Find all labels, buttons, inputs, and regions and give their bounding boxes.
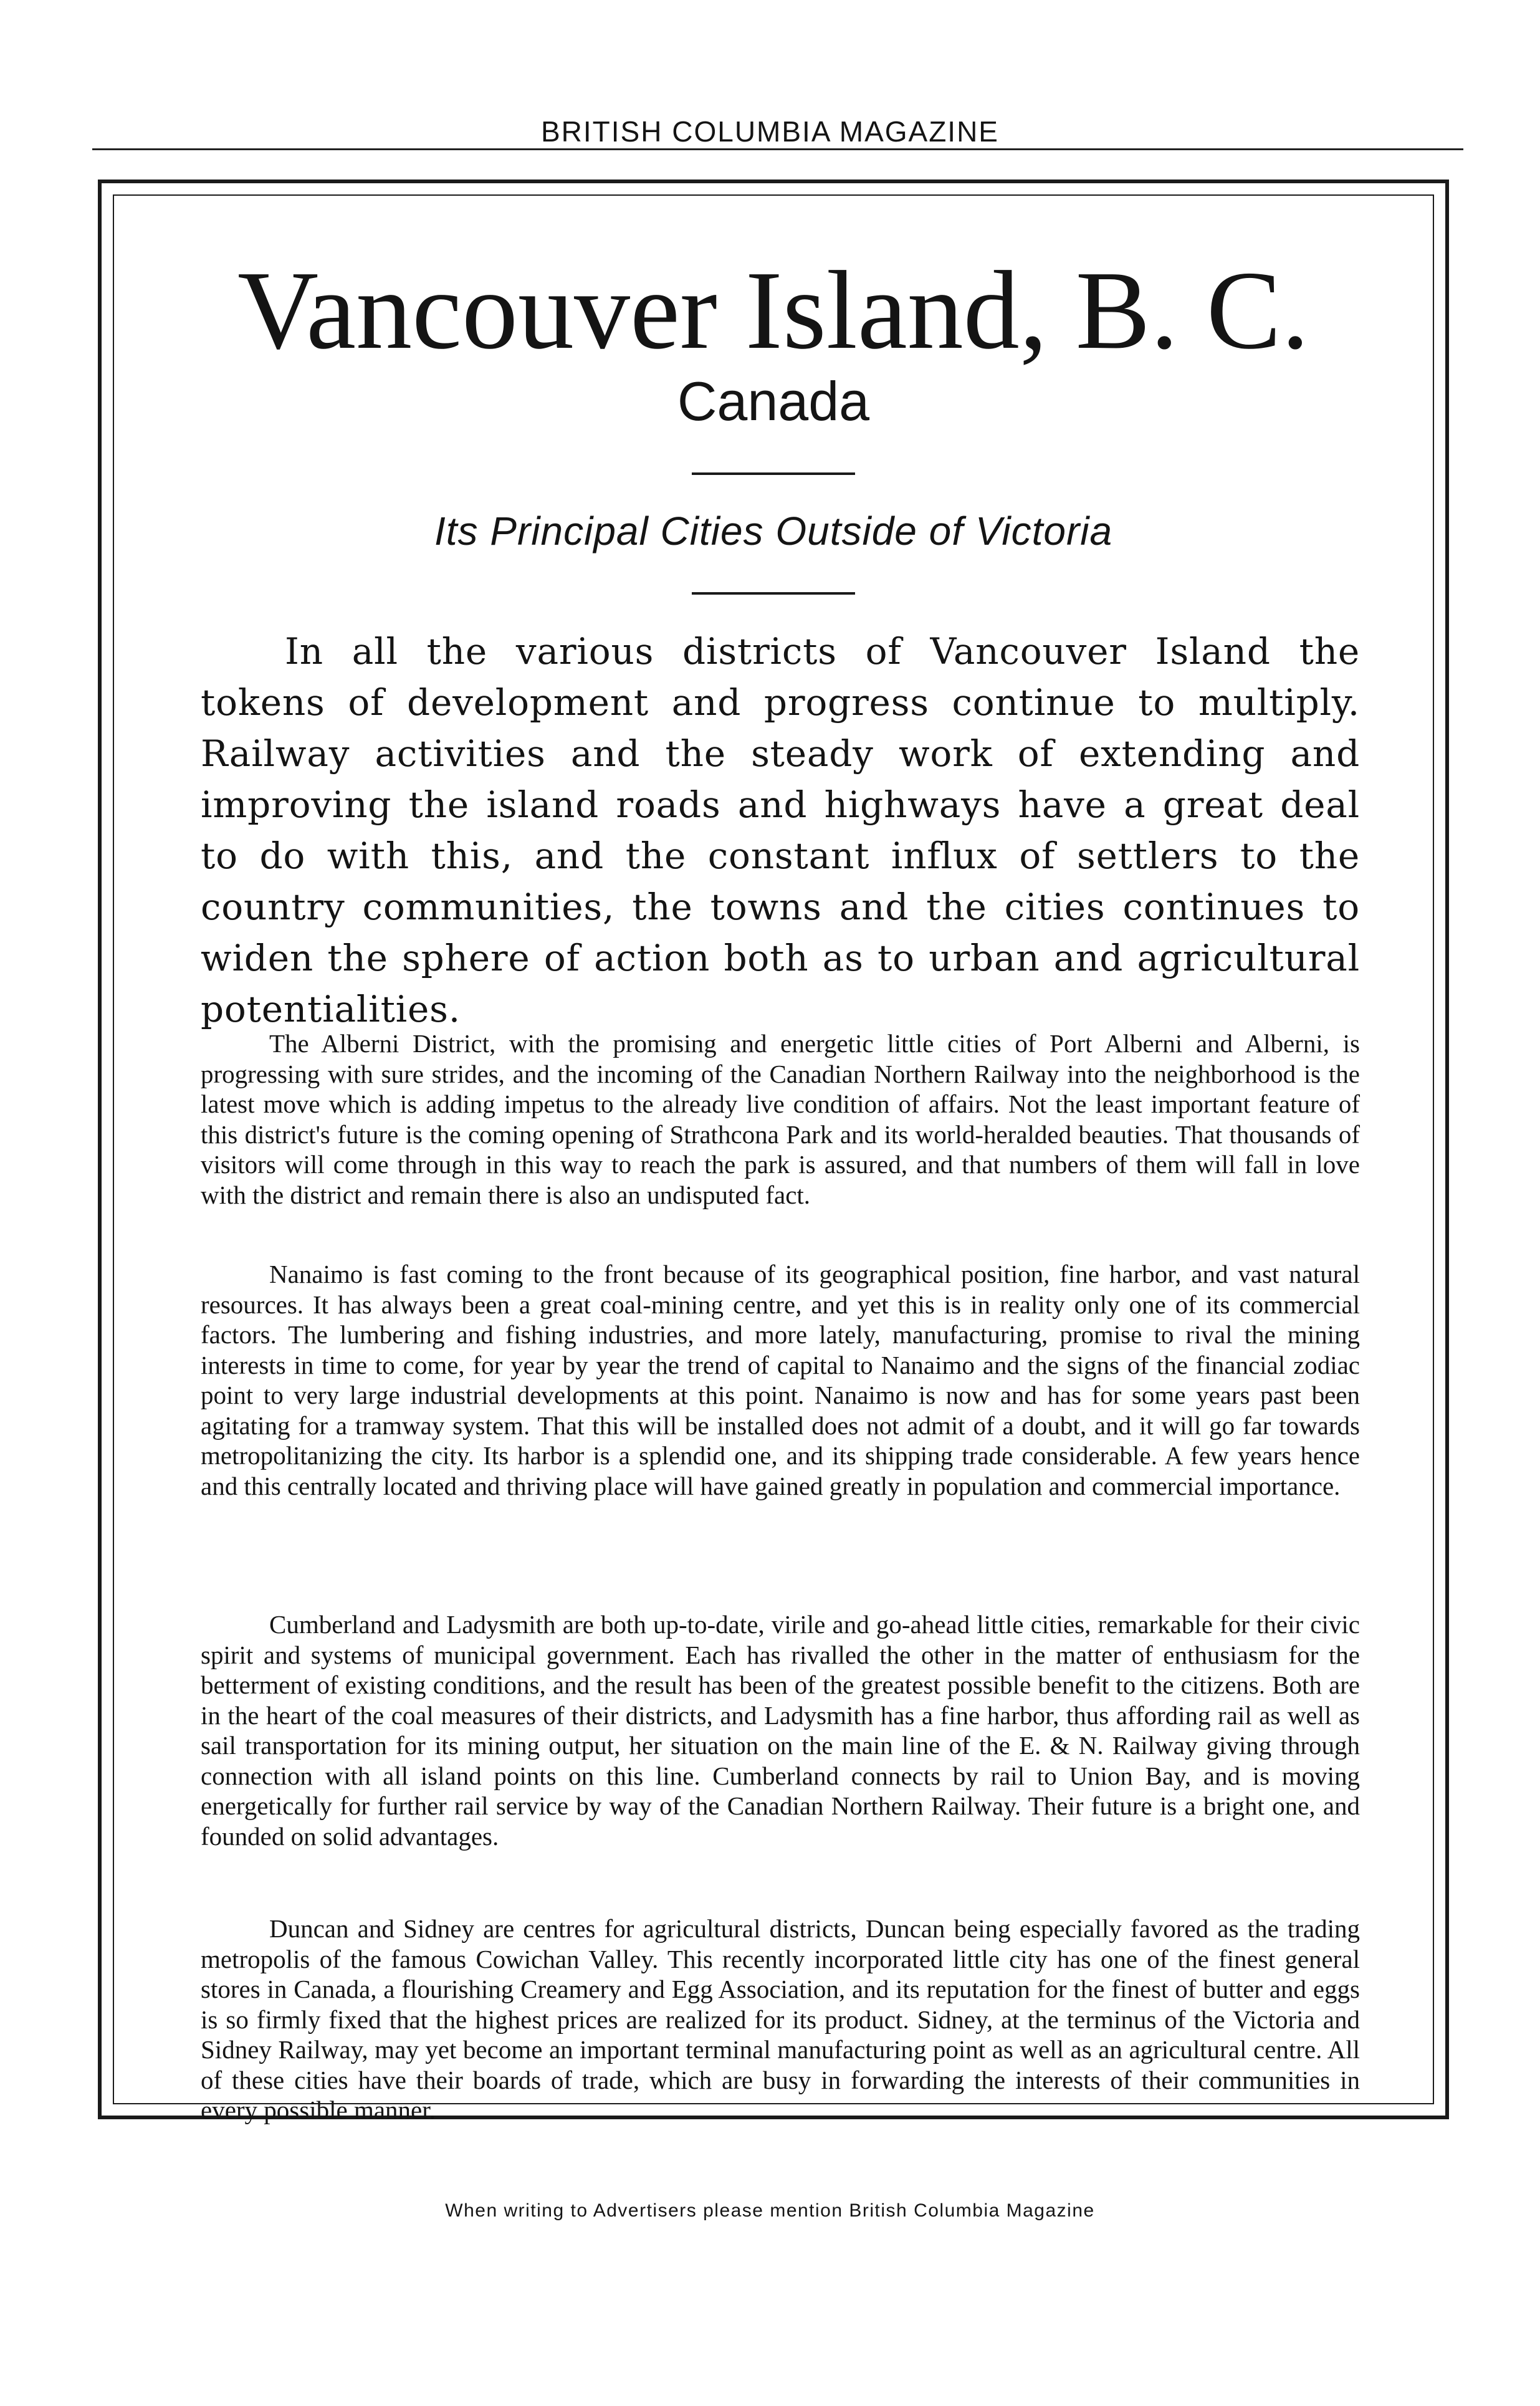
ad-tagline: Its Principal Cities Outside of Victoria [434,509,1113,554]
ad-subtitle: Canada [677,370,870,432]
lead-paragraph: In all the various districts of Vancouver Island the tokens of development and progress continue to multiply. Railway activities and the steady work of extending and improving the island roads and highways have a great deal to do with this, and the constant influx of settlers to the country communities, the towns and the cities continues to widen the sphere of action both as to urban and agricultural potentialities. [201,630,1360,1030]
title-divider-rule [692,472,855,475]
tagline-divider-rule [692,592,855,595]
paragraph-alberni: The Alberni District, with the promising and energetic little cities of Port Alberni and Alberni, is progressing with sure strides, and the incoming of the Canadian Northern Railway into the neighborhood is the latest move which is adding impetus to the already live condition of affairs. Not the least important feature of this district's future is the coming opening of Strathcona Park and its world-heralded beauties. That thousands of visitors will come through in this way to reach the park is assured, and that numbers of them will fall in love with the district and remain there is also an undisputed fact. [201,1029,1360,1209]
ad-title: Vancouver Island, B. C. [237,248,1309,372]
running-head: BRITISH COLUMBIA MAGAZINE [541,115,999,148]
paragraph-nanaimo: Nanaimo is fast coming to the front because of its geographical position, fine harbor, and vast natural resources. It has always been a great coal-mining centre, and yet this is in reality only one of its commercial factors. The lumbering and fishing industries, and more lately, manufacturing, promise to rival the mining interests in time to come, for year by year the trend of capital to Nanaimo and the signs of the financial zodiac point to very large industrial developments at this point. Nanaimo is now and has for some years past been agitating for a tramway system. That this will be installed does not admit of a doubt, and it will go far towards metropolitanizing the city. Its harbor is a splendid one, and its shipping trade considerable. A few years hence and this centrally located and thriving place will have gained greatly in population and commercial importance. [201,1260,1360,1500]
advertiser-footer-note: When writing to Advertisers please mention British Columbia Magazine [445,2200,1095,2221]
paragraph-duncan-sidney: Duncan and Sidney are centres for agricultural districts, Duncan being especially favored as the trading metropolis of the famous Cowichan Valley. This recently incorporated little city has one of the finest general stores in Canada, a flourishing Creamery and Egg Association, and its reputation for the finest of butter and eggs is so firmly fixed that the highest prices are realized for its product. Sidney, at the terminus of the Victoria and Sidney Railway, may yet become an important terminal manufacturing point as well as an agricultural centre. All of these cities have their boards of trade, which are busy in forwarding the interests of their communities in every possible manner. [201,1914,1360,2124]
header-rule [92,148,1463,150]
paragraph-cumberland-ladysmith: Cumberland and Ladysmith are both up-to-date, virile and go-ahead little cities, remarkable for their civic spirit and systems of municipal government. Each has rivalled the other in the matter of enthusiasm for the betterment of existing conditions, and the result has been of the greatest possible benefit to the citizens. Both are in the heart of the coal measures of their districts, and Ladysmith has a fine harbor, thus affording rail as well as sail transportation for its mining output, her situation on the main line of the E. & N. Railway giving through connection with all island points on this line. Cumberland connects by rail to Union Bay, and is moving energetically for further rail service by way of the Canadian Northern Railway. Their future is a bright one, and founded on solid advantages. [201,1610,1360,1851]
